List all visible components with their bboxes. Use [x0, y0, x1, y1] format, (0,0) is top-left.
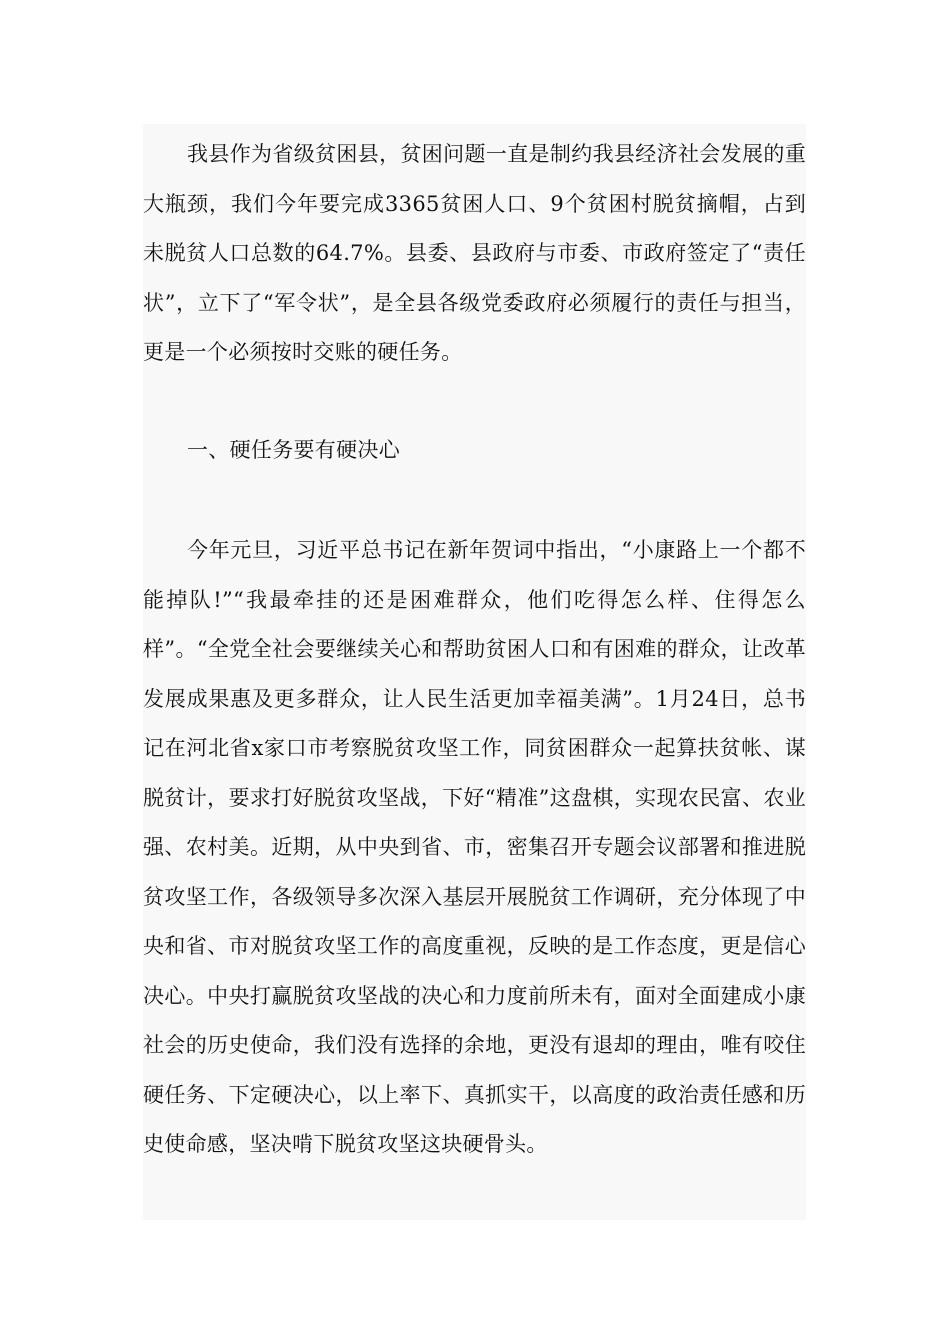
- intro-paragraph: 我县作为省级贫困县，贫困问题一直是制约我县经济社会发展的重大瓶颈，我们今年要完成3365贫困人口、9个贫困村脱贫摘帽，占到未脱贫人口总数的64.7%。县委、县政府与市委、市政府签定了“责任状”，立下了“军令状”，是全县各级党委政府必须履行的责任与担当，更是一个必须按时交账的硬任务。: [143, 142, 806, 364]
- document-text-block: [143, 124, 806, 1220]
- section-heading: 一、硬任务要有硬决心: [187, 438, 400, 462]
- body-paragraph: 今年元旦，习近平总书记在新年贺词中指出，“小康路上一个都不能掉队!”“我最牵挂的还是困难群众，他们吃得怎么样、住得怎么样”。“全党全社会要继续关心和帮助贫困人口和有困难的群众，让改革发展成果惠及更多群众，让人民生活更加幸福美满”。1月24日，总书记在河北省x家口市考察脱贫攻坚工作，同贫困群众一起算扶贫帐、谋脱贫计，要求打好脱贫攻坚战，下好“精准”这盘棋，实现农民富、农业强、农村美。近期，从中央到省、市，密集召开专题会议部署和推进脱贫攻坚工作，各级领导多次深入基层开展脱贫工作调研，充分体现了中央和省、市对脱贫攻坚工作的高度重视，反映的是工作态度，更是信心决心。中央打赢脱贫攻坚战的决心和力度前所未有，面对全面建成小康社会的历史使命，我们没有选择的余地，更没有退却的理由，唯有咬住硬任务、下定硬决心，以上率下、真抓实干，以高度的政治责任感和历史使命感，坚决啃下脱贫攻坚这块硬骨头。: [143, 538, 806, 1156]
